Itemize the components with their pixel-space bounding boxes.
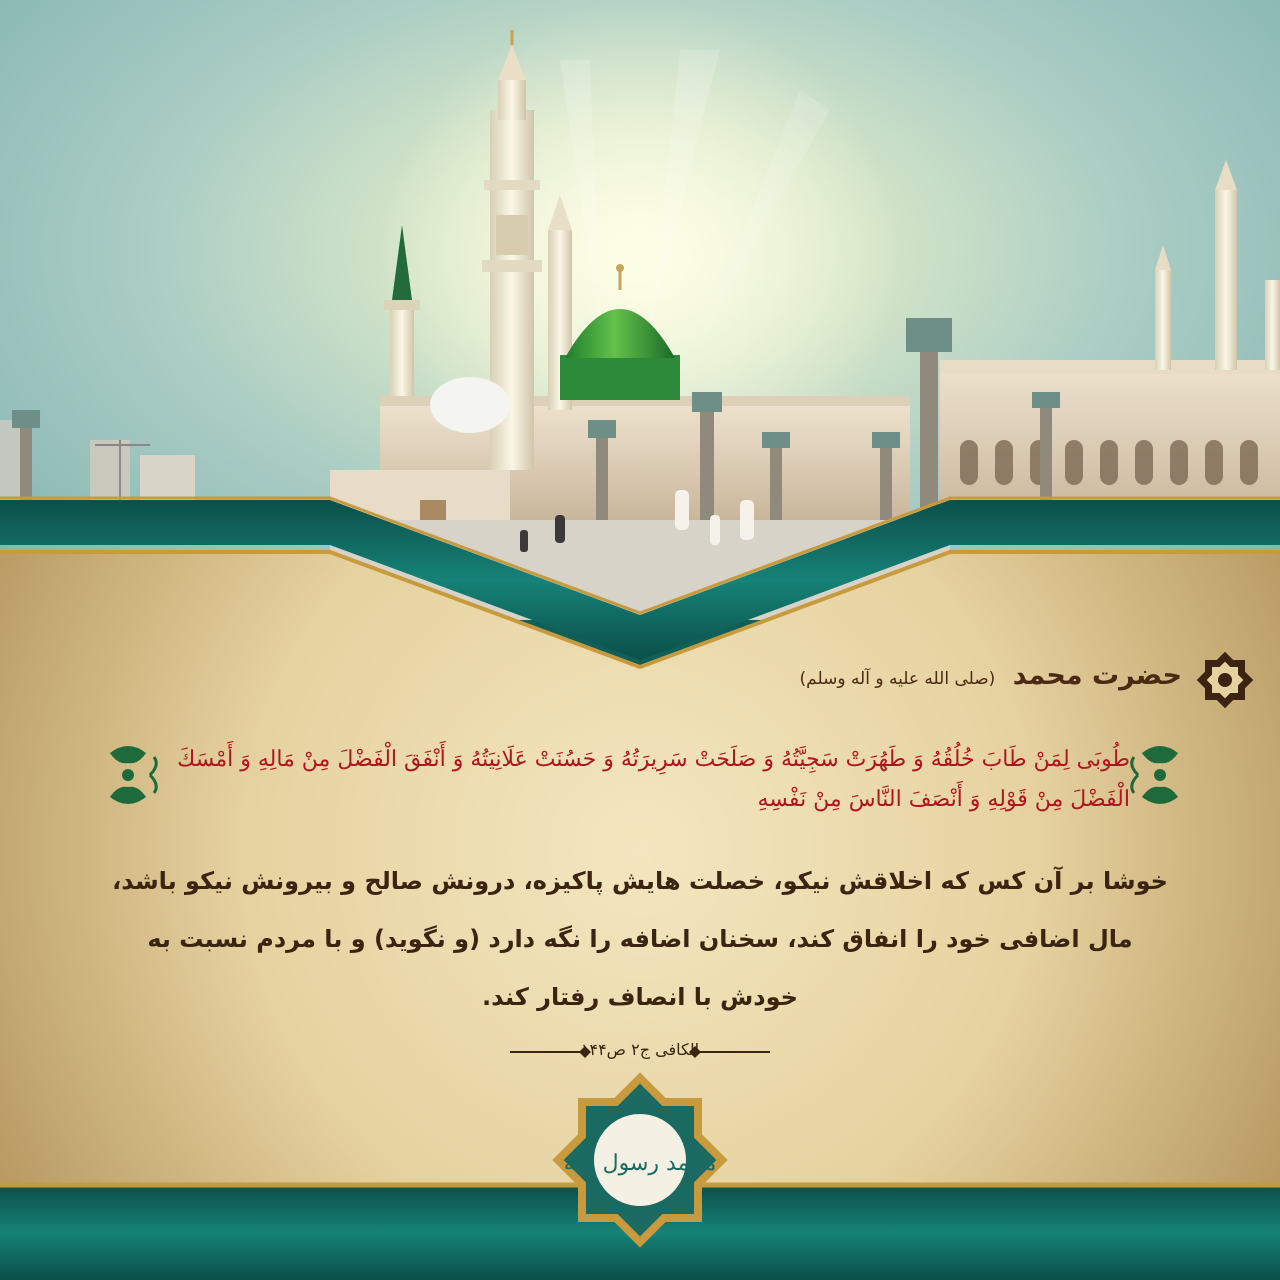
star-ornament-icon (1197, 652, 1254, 709)
seal-calligraphy: محمد رسول الله (563, 1151, 717, 1176)
calligraphy-seal (552, 1072, 727, 1247)
speaker-honorific: (صلی الله علیه و آله وسلم) (799, 669, 996, 689)
hadith-source: الکافی ج۲ ص۱۴۴ (580, 1040, 700, 1059)
hadith-arabic-text: طُوبَى لِمَنْ طَابَ خُلُقُهُ وَ طَهُرَتْ سَجِيَّتُهُ وَ صَلَحَتْ سَرِيرَتُهُ وَ حَسُنَتْ عَلَانِيَتُهُ وَ أَنْفَقَ الْفَضْلَ مِنْ مَالِهِ وَ أَمْسَكَ الْفَضْلَ مِنْ قَوْلِهِ وَ أَنْصَفَ النَّاسَ مِنْ نَفْسِهِ (177, 747, 1130, 812)
speaker-name: حضرت محمد (1012, 660, 1182, 691)
speaker-line (482, 660, 1182, 691)
hadith-persian-translation: خوشا بر آن کس که اخلاقش نیکو، خصلت هایش پاکیزه، درونش صالح و بیرونش نیکو باشد، مال اضافی خود را انفاق کند، سخنان اضافه را نگه دارد (و نگوید) و با مردم نسبت به خودش با انصاف رفتار کند. (112, 867, 1168, 1011)
